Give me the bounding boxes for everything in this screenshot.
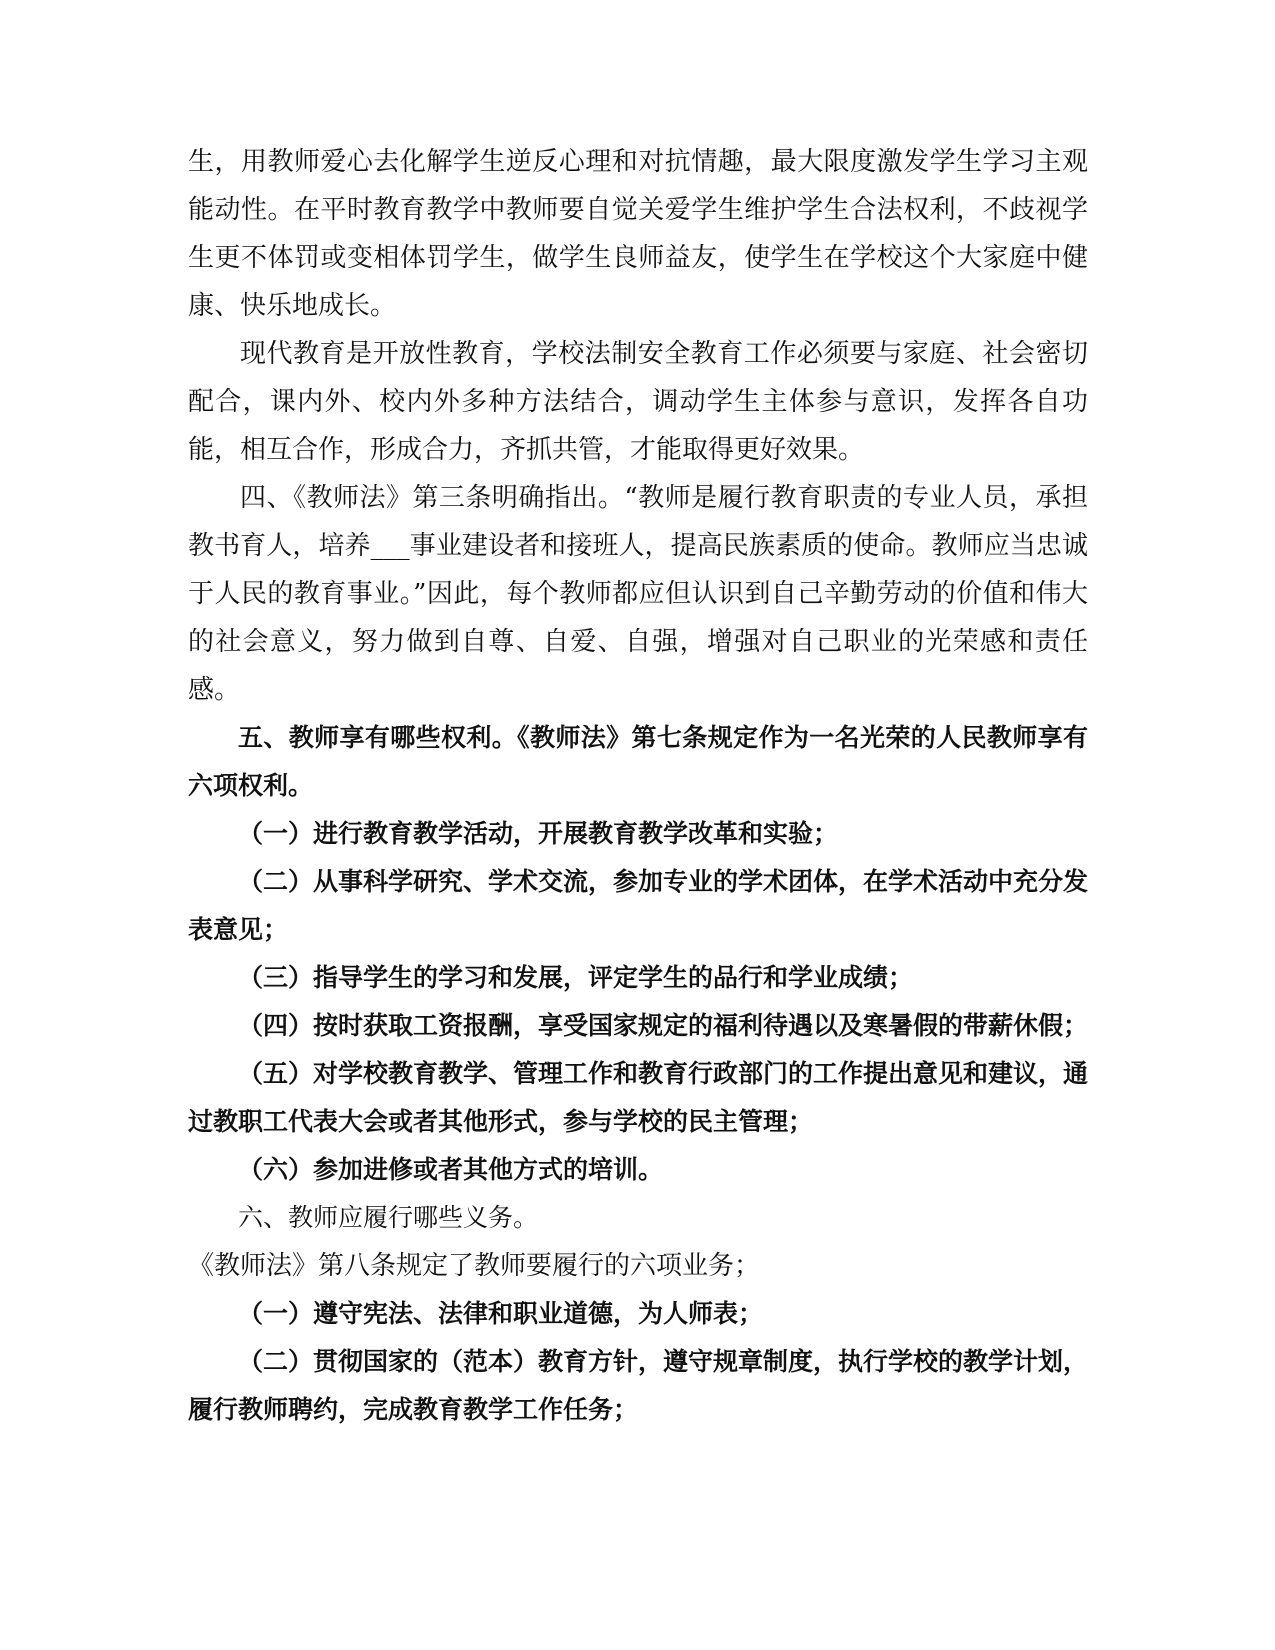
right-item-2: （二）从事科学研究、学术交流，参加专业的学术团体，在学术活动中充分发表意见；: [188, 867, 1089, 944]
paragraph-open-education: 现代教育是开放性教育，学校法制安全教育工作必须要与家庭、社会密切配合，课内外、校内外多种方法结合，调动学生主体参与意识，发挥各自功能，相互合作，形成合力，齐抓共管，才能取得更好效果。: [188, 339, 1088, 465]
heading-teacher-duties: 六、教师应履行哪些义务。: [238, 1203, 539, 1232]
paragraph-teacher-law-article-8: 《教师法》第八条规定了教师要履行的六项业务；: [188, 1251, 761, 1281]
right-item-1: （一）进行教育教学活动，开展教育教学改革和实验；: [238, 819, 839, 848]
right-item-5: （五）对学校教育教学、管理工作和教育行政部门的工作提出意见和建议，通过教职工代表大会或者其他形式，参与学校的民主管理；: [188, 1059, 1089, 1136]
right-item-4: （四）按时获取工资报酬，享受国家规定的福利待遇以及寒暑假的带薪休假；: [238, 1011, 1089, 1040]
right-item-6: （六）参加进修或者其他方式的培训。: [238, 1155, 664, 1184]
paragraph-continuation: 生，用教师爱心去化解学生逆反心理和对抗情趣，最大限度激发学生学习主观能动性。在平时教育教学中教师要自觉关爱学生维护学生合法权利，不歧视学生更不体罚或变相体罚学生，做学生良师益友，使学生在学校这个大家庭中健康、快乐地成长。: [188, 147, 1088, 321]
paragraph-teacher-law-article-3: 四、《教师法》第三条明确指出。“教师是履行教育职责的专业人员，承担教书育人，培养___事业建设者和接班人，提高民族素质的使命。教师应当忠诚于人民的教育事业。”因此，每个教师都应但认识到自己辛勤劳动的价值和伟大的社会意义，努力做到自尊、自爱、自强，增强对自己职业的光荣感和责任感。: [188, 483, 1088, 705]
heading-teacher-rights: 五、教师享有哪些权利。《教师法》第七条规定作为一名光荣的人民教师享有六项权利。: [188, 723, 1088, 800]
duty-item-1: （一）遵守宪法、法律和职业道德，为人师表；: [238, 1299, 764, 1328]
duty-item-2: （二）贯彻国家的（范本）教育方针，遵守规章制度，执行学校的教学计划，履行教师聘约，完成教育教学工作任务；: [188, 1347, 1089, 1424]
document-body: [188, 138, 1088, 1434]
right-item-3: （三）指导学生的学习和发展，评定学生的品行和学业成绩；: [238, 963, 914, 992]
